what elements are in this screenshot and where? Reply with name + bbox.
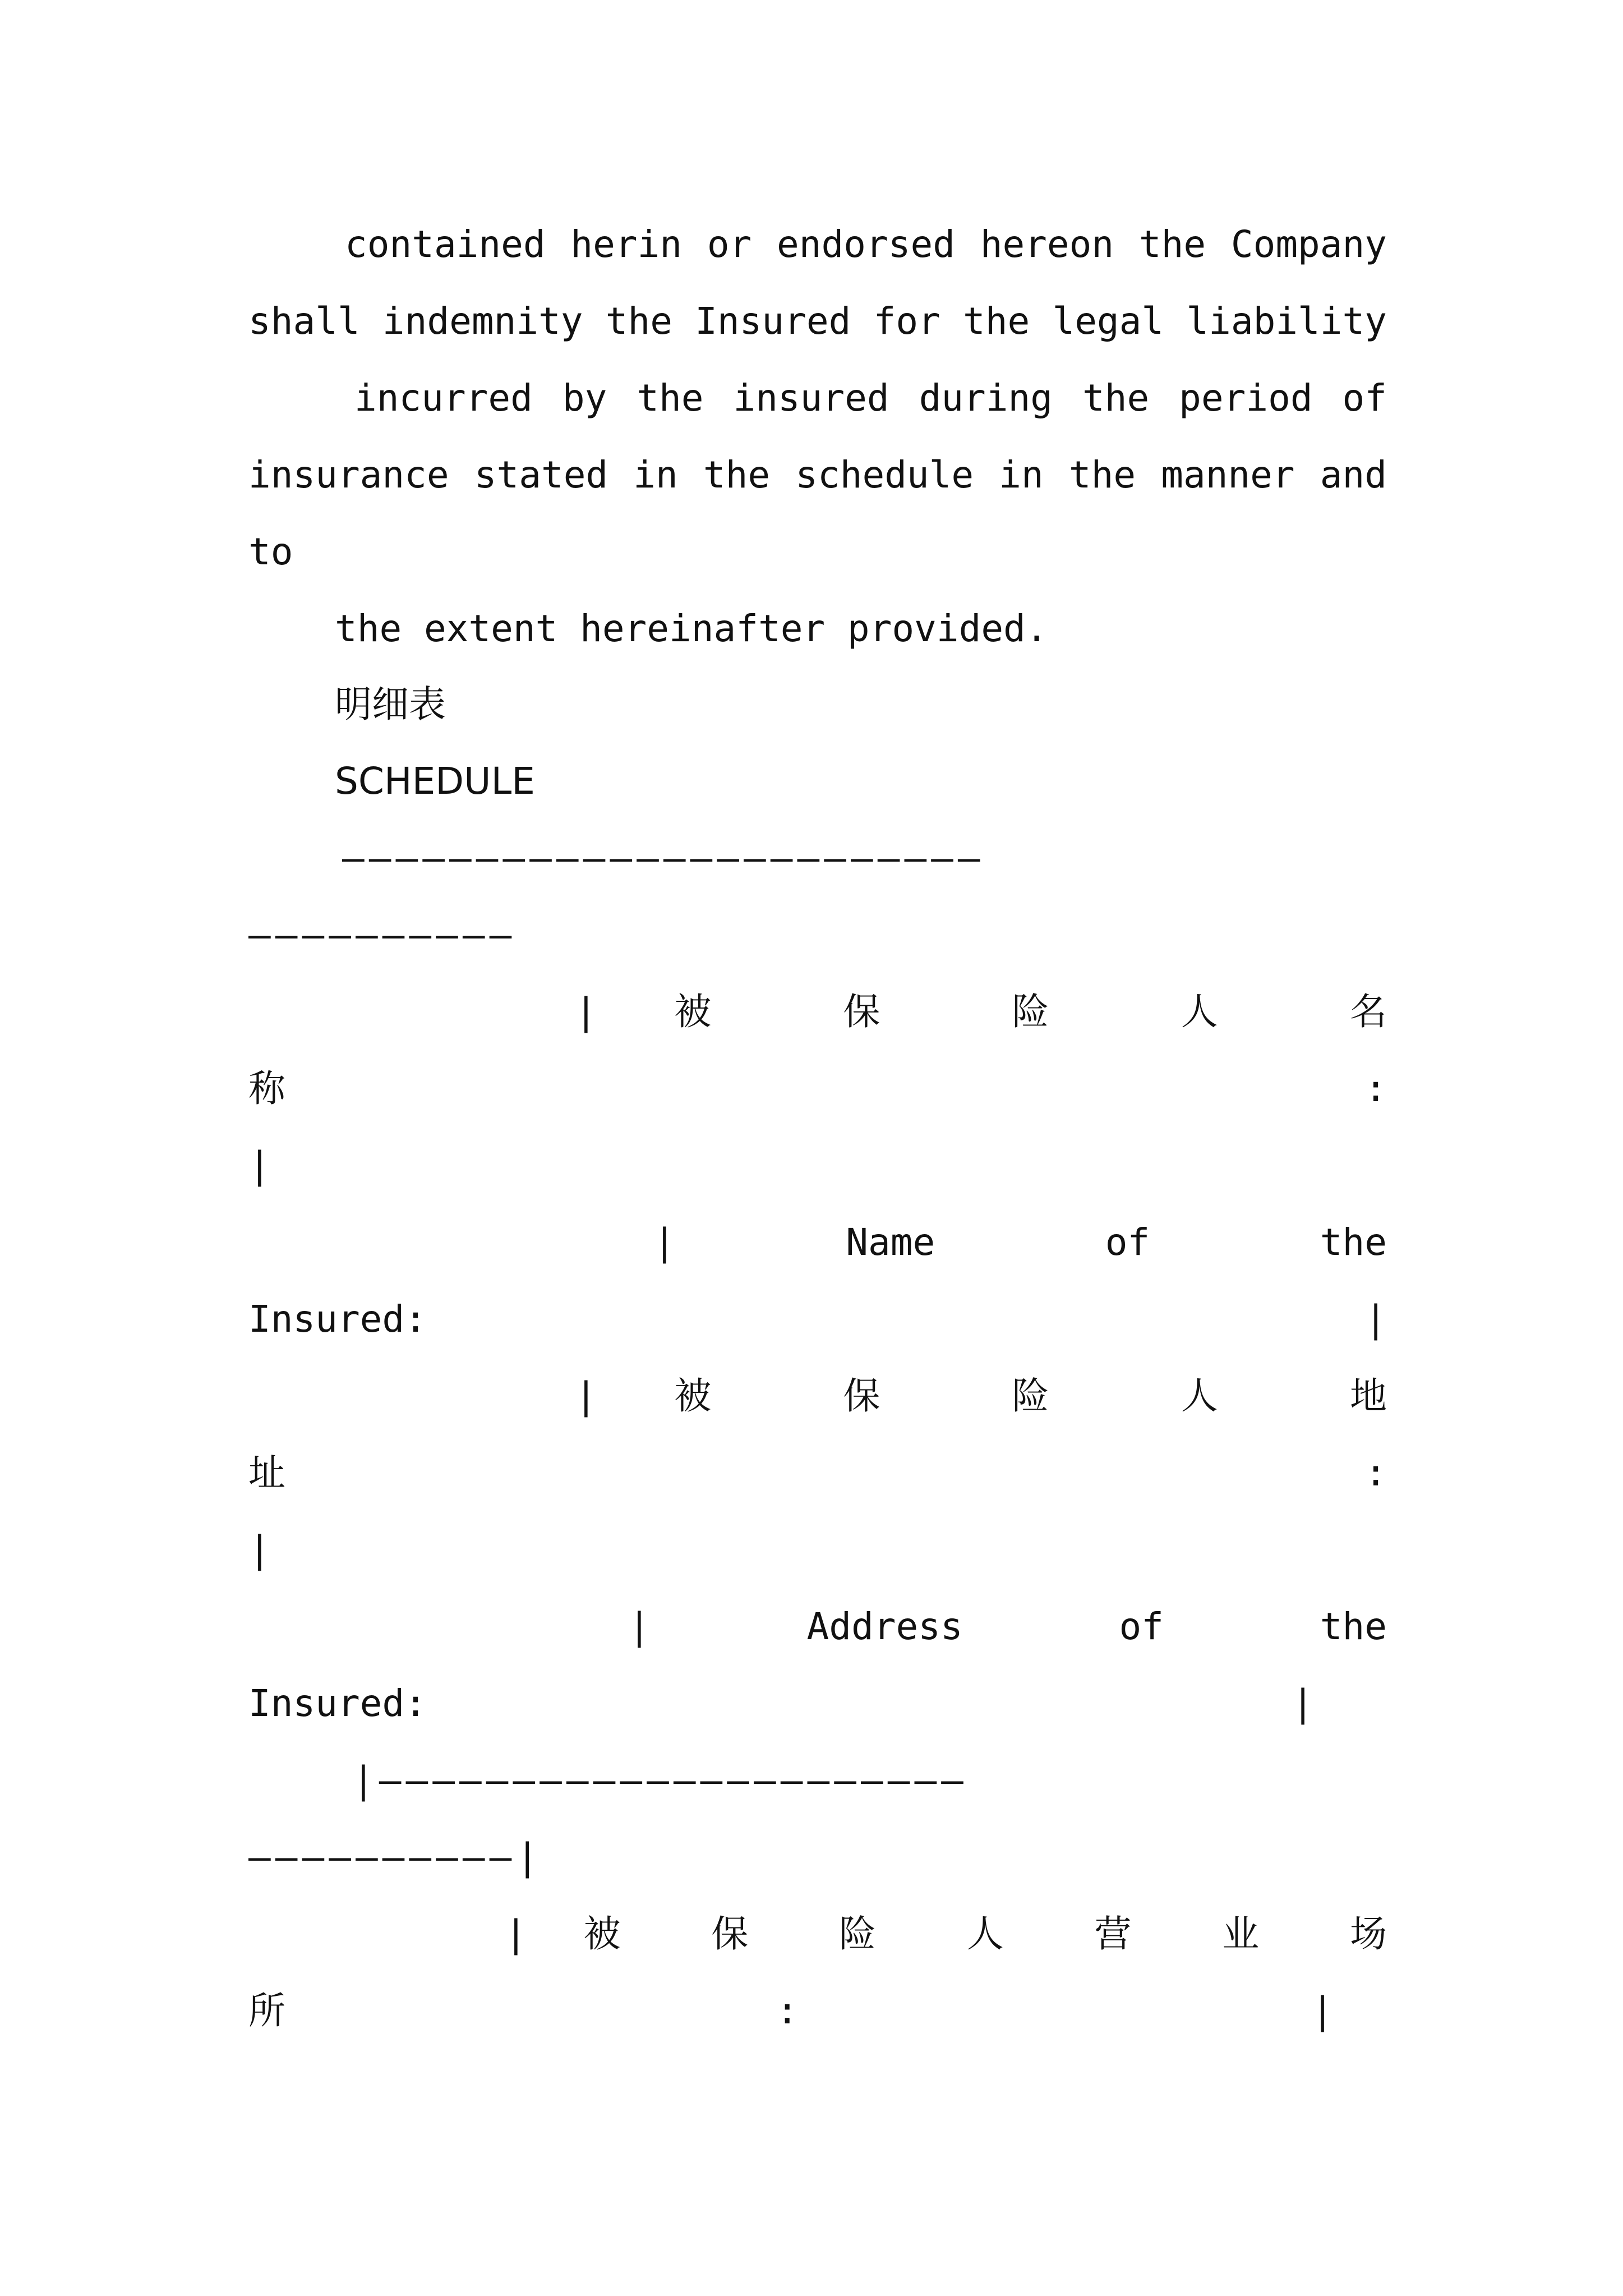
body-text-line: shall indemnity the Insured for the legal liability [248,300,1387,343]
table-divider-line: |—————————————————————— [352,1759,968,1802]
insured-premises-label-zh: 所: | [248,1989,1334,2032]
body-text-line: to [248,530,293,573]
body-text-line: contained herin or endorsed hereon the Company [345,223,1387,266]
body-text-line: insurance stated in the schedule in the manner and [248,453,1387,496]
insured-name-label-zh: | 被 保 险 人 名 [575,990,1387,1033]
body-text-line: the extent hereinafter provided. [335,607,1048,650]
table-border-line: ———————————————————————— [342,836,985,880]
insured-name-label-en: Insured: | [248,1297,1387,1341]
insured-premises-label-zh: | 被 保 险 人 营 业 场 [505,1912,1387,1955]
insured-address-label-en: | Address of the [628,1605,1387,1648]
table-border-line: | [248,1528,271,1571]
table-border-line: —————————— [248,913,517,956]
insured-name-label-en: | Name of the [653,1221,1387,1264]
table-divider-line: ——————————| [248,1835,543,1879]
table-border-line: | [248,1144,271,1187]
insured-address-label-zh: | 被 保 险 人 地 [575,1374,1387,1418]
insured-address-label-zh: 址 : [248,1451,1387,1494]
body-text-line: incurred by the insured during the period of [354,376,1387,420]
schedule-title: SCHEDULE [335,760,535,803]
insured-address-label-en: Insured: | [248,1682,1314,1725]
insured-name-label-zh: 称 : [248,1067,1387,1110]
schedule-title-chinese: 明细表 [335,683,446,726]
